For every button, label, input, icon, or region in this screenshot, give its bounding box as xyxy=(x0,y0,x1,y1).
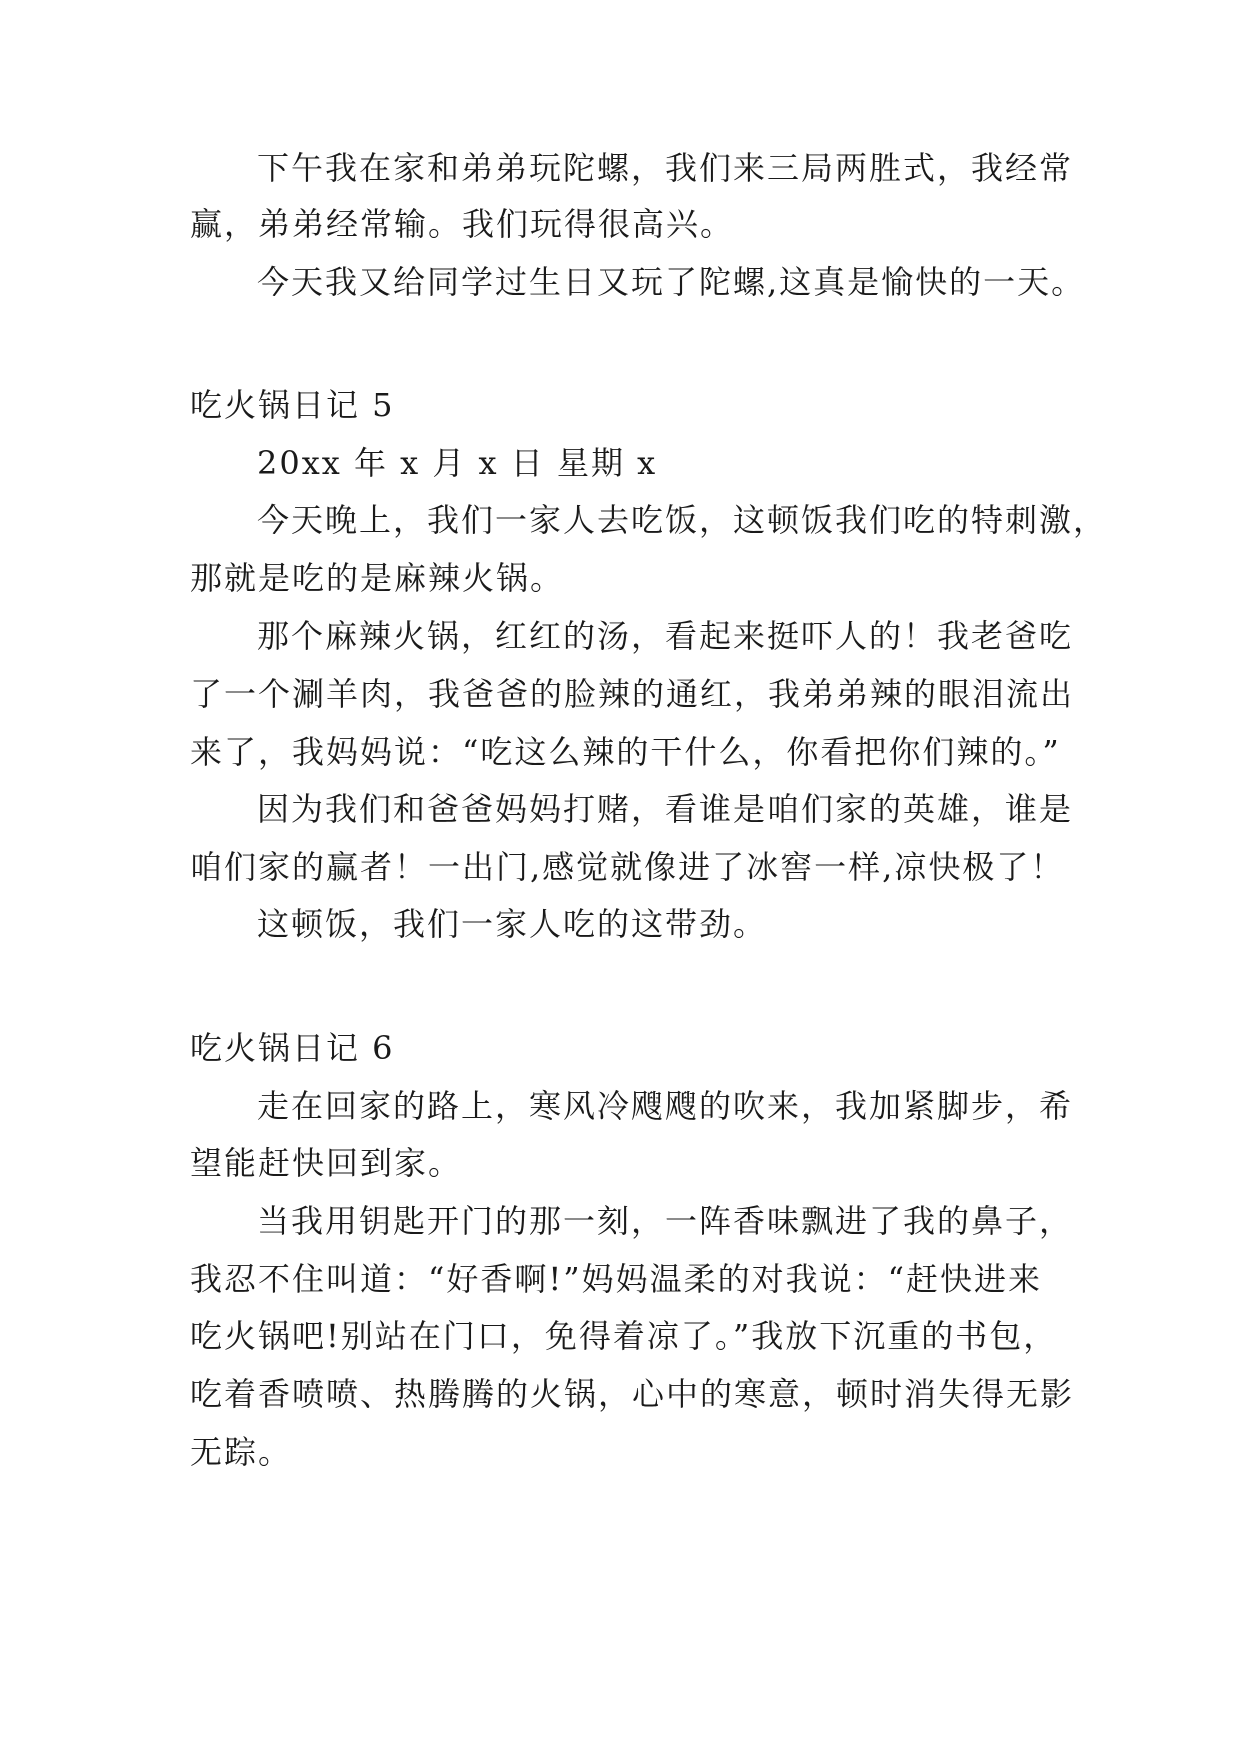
date-line: 20xx 年 x 月 x 日 星期 x xyxy=(257,444,658,482)
paragraph-line: 吃着香喷喷、热腾腾的火锅，心中的寒意，顿时消失得无影 xyxy=(190,1375,1075,1413)
paragraph-line: 咱们家的赢者！一出门,感觉就像进了冰窖一样,凉快极了！ xyxy=(190,848,1065,886)
paragraph-line: 当我用钥匙开门的那一刻，一阵香味飘进了我的鼻子， xyxy=(257,1202,1074,1240)
paragraph-line: 赢，弟弟经常输。我们玩得很高兴。 xyxy=(190,205,735,243)
section-heading: 吃火锅日记 6 xyxy=(190,1029,395,1067)
paragraph-line: 因为我们和爸爸妈妈打赌，看谁是咱们家的英雄，谁是 xyxy=(257,790,1074,828)
paragraph-line: 今天我又给同学过生日又玩了陀螺,这真是愉快的一天。 xyxy=(257,263,1086,301)
section-heading: 吃火锅日记 5 xyxy=(190,386,395,424)
paragraph-line: 走在回家的路上，寒风冷飕飕的吹来，我加紧脚步，希 xyxy=(257,1087,1074,1125)
paragraph-line: 望能赶快回到家。 xyxy=(190,1144,463,1182)
paragraph-line: 下午我在家和弟弟玩陀螺，我们来三局两胜式，我经常 xyxy=(257,149,1074,187)
paragraph-line: 来了，我妈妈说：“吃这么辣的干什么，你看把你们辣的。” xyxy=(190,733,1061,771)
paragraph-line: 无踪。 xyxy=(190,1433,293,1471)
paragraph-line: 那个麻辣火锅，红红的汤，看起来挺吓人的！我老爸吃 xyxy=(257,617,1074,655)
paragraph-line: 我忍不住叫道：“好香啊!”妈妈温柔的对我说：“赶快进来 xyxy=(190,1260,1042,1298)
paragraph-line: 这顿饭，我们一家人吃的这带劲。 xyxy=(257,905,768,943)
paragraph-line: 吃火锅吧!别站在门口，免得着凉了。”我放下沉重的书包， xyxy=(190,1317,1058,1355)
paragraph-line: 那就是吃的是麻辣火锅。 xyxy=(190,559,565,597)
paragraph-line: 了一个涮羊肉，我爸爸的脸辣的通红，我弟弟辣的眼泪流出 xyxy=(190,675,1075,713)
paragraph-line: 今天晚上，我们一家人去吃饭，这顿饭我们吃的特刺激， xyxy=(257,501,1108,539)
